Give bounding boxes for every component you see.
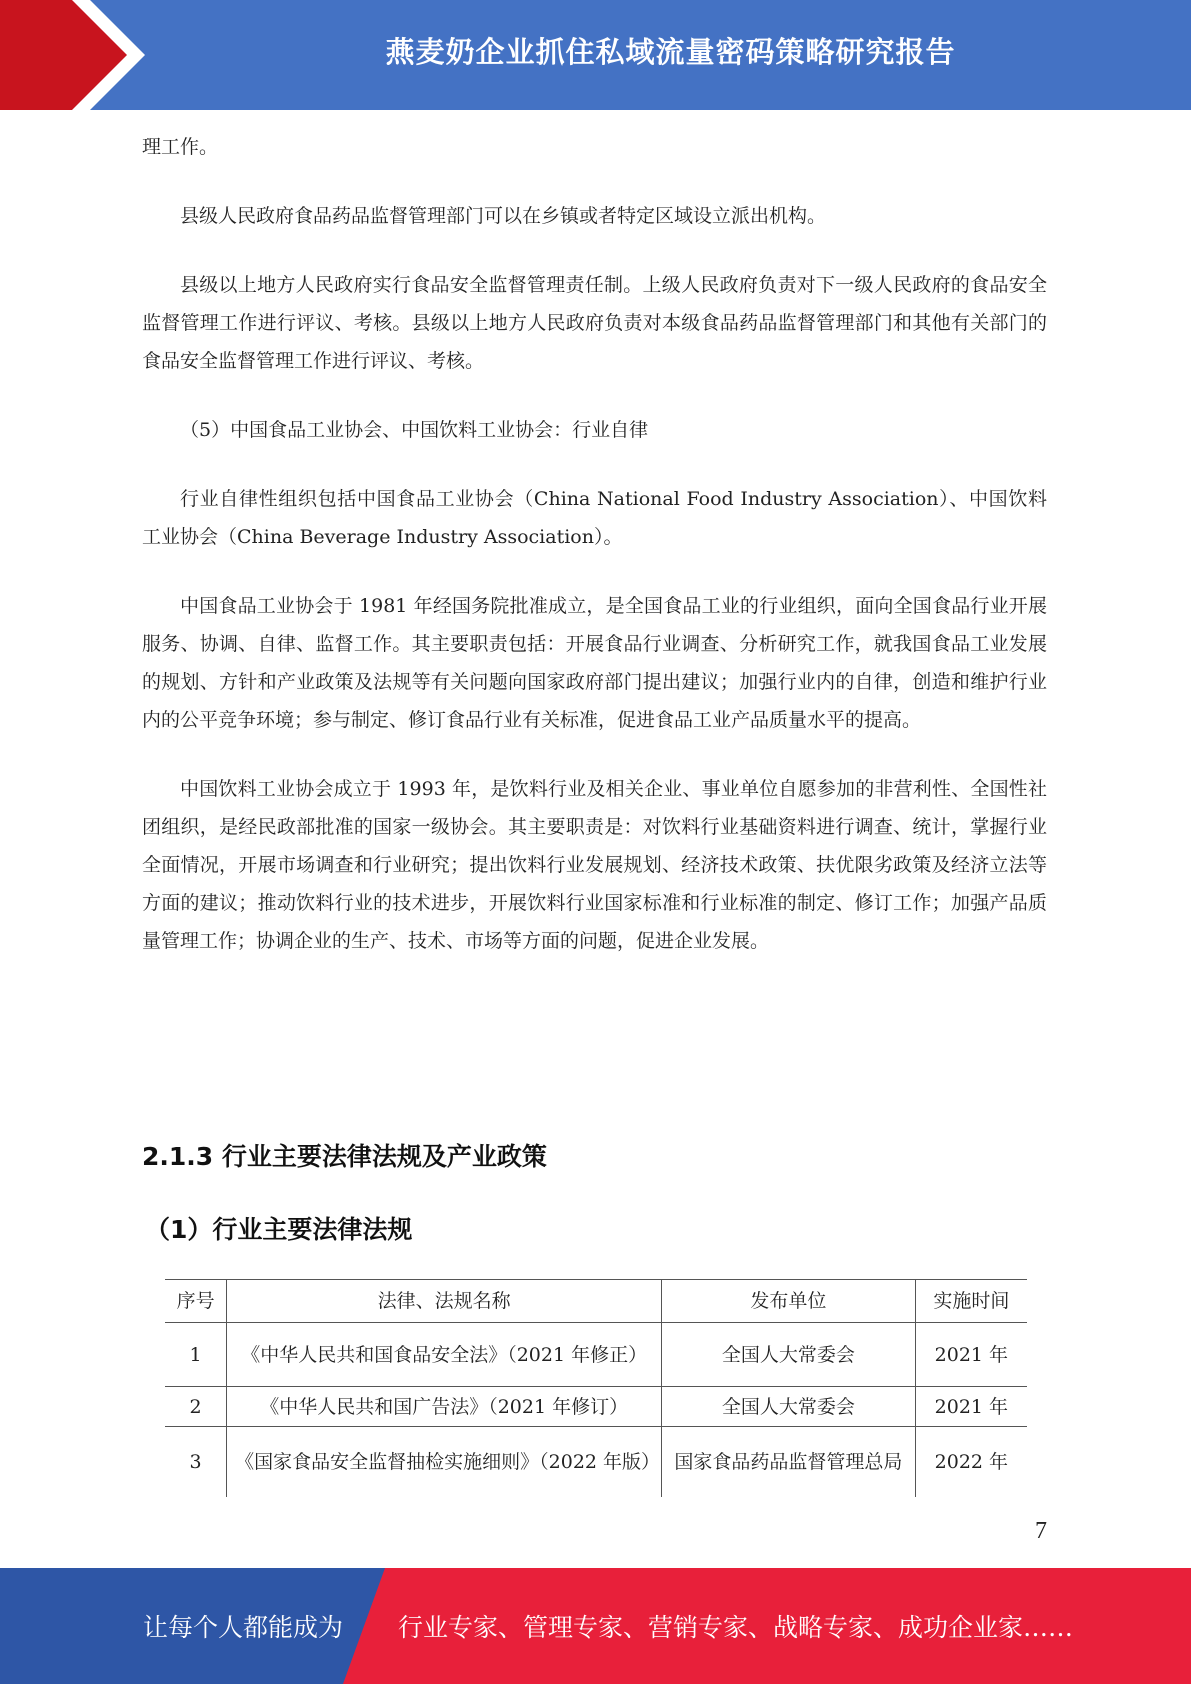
col-header-effective-date: 实施时间 [915,1280,1027,1323]
body-text [142,128,1047,960]
table-row [165,1427,1027,1497]
header-red-arrow-decoration [0,0,150,110]
page-footer [0,1568,1191,1684]
cell-law-name: 《中华人民共和国广告法》（2021 年修订） [227,1387,662,1427]
paragraph-5: 行业自律性组织包括中国食品工业协会（China National Food Industry Association）、中国饮料工业协会（China Beverage Industry Association）。 [142,488,1047,548]
cell-number: 1 [165,1323,227,1387]
cell-number: 2 [165,1387,227,1427]
paragraph-6: 中国食品工业协会于 1981 年经国务院批准成立，是全国食品工业的行业组织，面向全国食品行业开展服务、协调、自律、监督工作。其主要职责包括：开展食品行业调查、分析研究工作，就我国食品工业发展的规划、方针和产业政策及法规等有关问题向国家政府部门提出建议；加强行业内的自律，创造和维护行业内的公平竞争环境；参与制定、修订食品行业有关标准，促进食品工业产品质量水平的提高。 [142,595,1047,731]
paragraph-1: 理工作。 [142,136,219,158]
col-header-law-name: 法律、法规名称 [227,1280,662,1323]
paragraph-2: 县级人民政府食品药品监督管理部门可以在乡镇或者特定区域设立派出机构。 [180,205,827,227]
cell-issuer: 全国人大常委会 [662,1387,916,1427]
table-row [165,1387,1027,1427]
paragraph-7: 中国饮料工业协会成立于 1993 年，是饮料行业及相关企业、事业单位自愿参加的非营利性、全国性社团组织，是经民政部批准的国家一级协会。其主要职责是：对饮料行业基础资料进行调查、统计，掌握行业全面情况，开展市场调查和行业研究；提出饮料行业发展规划、经济技术政策、扶优限劣政策及经济立法等方面的建议；推动饮料行业的技术进步，开展饮料行业国家标准和行业标准的制定、修订工作；加强产品质量管理工作；协调企业的生产、技术、市场等方面的问题，促进企业发展。 [142,778,1047,952]
cell-effective-date: 2021 年 [915,1387,1027,1427]
table-header-row [165,1280,1027,1323]
cell-number: 3 [165,1427,227,1497]
footer-slogan-right: 行业专家、管理专家、营销专家、战略专家、成功企业家…… [398,1613,1074,1642]
cell-effective-date: 2021 年 [915,1323,1027,1387]
subsection-heading: （1）行业主要法律法规 [145,1215,413,1244]
page-number: 7 [1035,1518,1047,1544]
paragraph-3: 县级以上地方人民政府实行食品安全监督管理责任制。上级人民政府负责对下一级人民政府的食品安全监督管理工作进行评议、考核。县级以上地方人民政府负责对本级食品药品监督管理部门和其他有关部门的食品安全监督管理工作进行评议、考核。 [142,274,1047,372]
col-header-issuer: 发布单位 [662,1280,916,1323]
cell-issuer: 全国人大常委会 [662,1323,916,1387]
cell-law-name: 《国家食品安全监督抽检实施细则》（2022 年版） [227,1427,662,1497]
cell-effective-date: 2022 年 [915,1427,1027,1497]
col-header-number: 序号 [165,1280,227,1323]
footer-slogan-left: 让每个人都能成为 [143,1613,344,1642]
table-row [165,1323,1027,1387]
cell-law-name: 《中华人民共和国食品安全法》（2021 年修正） [227,1323,662,1387]
report-title: 燕麦奶企业抓住私域流量密码策略研究报告 [385,34,956,69]
cell-issuer: 国家食品药品监督管理总局 [662,1427,916,1497]
paragraph-4: （5）中国食品工业协会、中国饮料工业协会：行业自律 [180,419,649,441]
section-heading: 2.1.3 行业主要法律法规及产业政策 [142,1142,547,1171]
page-header [0,0,1191,110]
laws-table [165,1279,1027,1497]
